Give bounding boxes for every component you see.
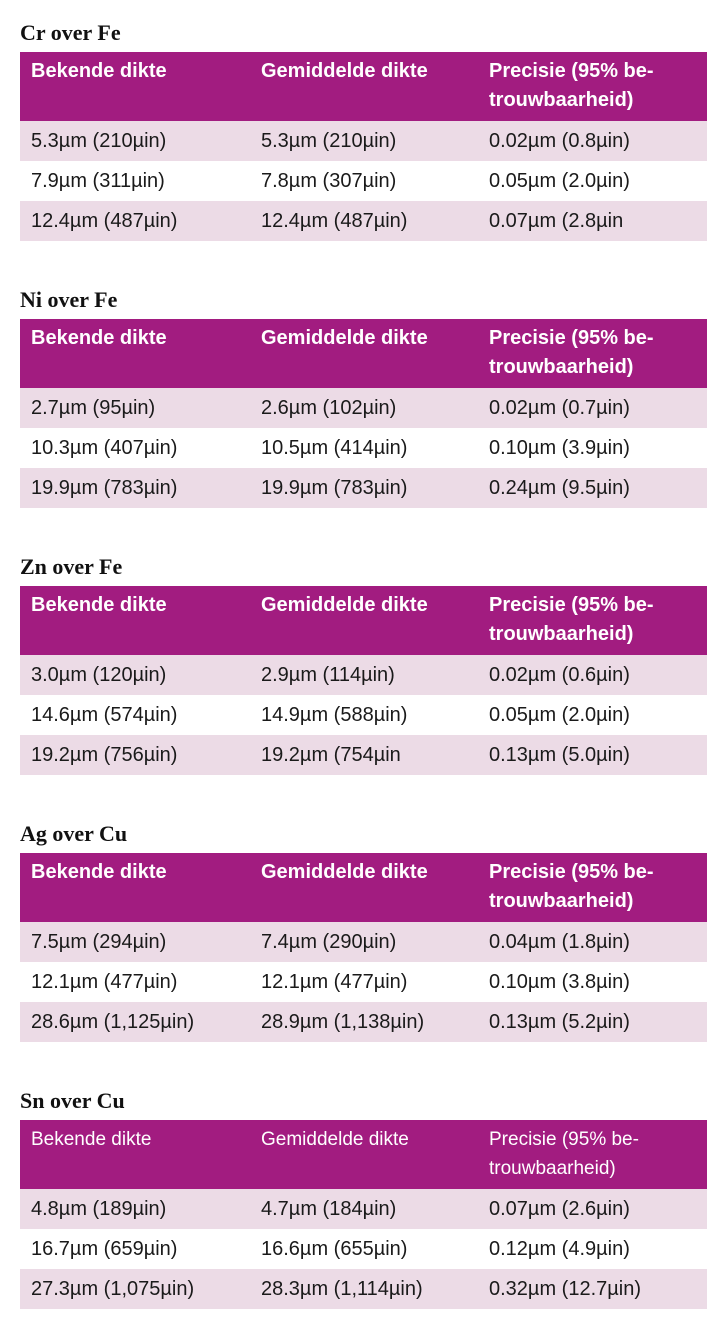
section-title: Cr over Fe [20, 20, 121, 45]
header-precision: Precisie (95% be-trouwbaarheid) [478, 586, 707, 655]
cell-precision: 0.02µm (0.6µin) [478, 655, 707, 695]
section-cr-over-fe [20, 20, 707, 241]
cell-known: 28.6µm (1,125µin) [20, 1002, 250, 1042]
section-sn-over-cu [20, 1088, 707, 1309]
thickness-table [20, 319, 707, 508]
cell-known: 19.9µm (783µin) [20, 468, 250, 508]
cell-known: 10.3µm (407µin) [20, 428, 250, 468]
thickness-table [20, 52, 707, 241]
cell-known: 7.5µm (294µin) [20, 922, 250, 962]
cell-average: 28.9µm (1,138µin) [250, 1002, 478, 1042]
thickness-table [20, 1120, 707, 1309]
table-row [20, 922, 707, 962]
section-title: Ag over Cu [20, 821, 128, 846]
section-ni-over-fe [20, 287, 707, 508]
cell-precision: 0.13µm (5.0µin) [478, 735, 707, 775]
header-known-thickness: Bekende dikte [20, 52, 250, 121]
section-title: Zn over Fe [20, 554, 123, 579]
header-average-thickness: Gemiddelde dikte [250, 853, 478, 922]
header-average-thickness: Gemiddelde dikte [250, 1120, 478, 1189]
table-row [20, 121, 707, 161]
table-header-row [20, 319, 707, 388]
header-average-thickness: Gemiddelde dikte [250, 319, 478, 388]
cell-precision: 0.05µm (2.0µin) [478, 161, 707, 201]
table-header-row [20, 1120, 707, 1189]
cell-average: 10.5µm (414µin) [250, 428, 478, 468]
cell-average: 7.4µm (290µin) [250, 922, 478, 962]
header-average-thickness: Gemiddelde dikte [250, 586, 478, 655]
table-header-row [20, 853, 707, 922]
header-precision: Precisie (95% be-trouwbaarheid) [478, 853, 707, 922]
table-header-row [20, 52, 707, 121]
table-row [20, 655, 707, 695]
table-row [20, 735, 707, 775]
cell-average: 4.7µm (184µin) [250, 1189, 478, 1229]
table-row [20, 1229, 707, 1269]
header-known-thickness: Bekende dikte [20, 586, 250, 655]
header-precision: Precisie (95% be-trouwbaarheid) [478, 319, 707, 388]
section-title: Sn over Cu [20, 1088, 125, 1113]
thickness-table [20, 586, 707, 775]
table-row [20, 962, 707, 1002]
cell-known: 7.9µm (311µin) [20, 161, 250, 201]
cell-precision: 0.07µm (2.8µin [478, 201, 707, 241]
cell-average: 19.9µm (783µin) [250, 468, 478, 508]
cell-precision: 0.02µm (0.8µin) [478, 121, 707, 161]
cell-known: 4.8µm (189µin) [20, 1189, 250, 1229]
table-row [20, 201, 707, 241]
cell-average: 14.9µm (588µin) [250, 695, 478, 735]
header-known-thickness: Bekende dikte [20, 319, 250, 388]
cell-precision: 0.32µm (12.7µin) [478, 1269, 707, 1309]
cell-known: 12.4µm (487µin) [20, 201, 250, 241]
cell-average: 12.1µm (477µin) [250, 962, 478, 1002]
cell-precision: 0.24µm (9.5µin) [478, 468, 707, 508]
cell-known: 5.3µm (210µin) [20, 121, 250, 161]
header-precision: Precisie (95% be-trouwbaarheid) [478, 1120, 707, 1189]
table-row [20, 428, 707, 468]
cell-average: 2.6µm (102µin) [250, 388, 478, 428]
header-known-thickness: Bekende dikte [20, 1120, 250, 1189]
cell-average: 16.6µm (655µin) [250, 1229, 478, 1269]
table-row [20, 1189, 707, 1229]
cell-known: 3.0µm (120µin) [20, 655, 250, 695]
cell-precision: 0.12µm (4.9µin) [478, 1229, 707, 1269]
header-precision: Precisie (95% be-trouwbaarheid) [478, 52, 707, 121]
thickness-table [20, 853, 707, 1042]
section-ag-over-cu [20, 821, 707, 1042]
cell-average: 28.3µm (1,114µin) [250, 1269, 478, 1309]
table-row [20, 388, 707, 428]
section-title: Ni over Fe [20, 287, 118, 312]
header-average-thickness: Gemiddelde dikte [250, 52, 478, 121]
cell-precision: 0.05µm (2.0µin) [478, 695, 707, 735]
table-row [20, 161, 707, 201]
section-zn-over-fe [20, 554, 707, 775]
table-row [20, 1002, 707, 1042]
header-known-thickness: Bekende dikte [20, 853, 250, 922]
cell-precision: 0.04µm (1.8µin) [478, 922, 707, 962]
cell-known: 16.7µm (659µin) [20, 1229, 250, 1269]
cell-known: 12.1µm (477µin) [20, 962, 250, 1002]
cell-known: 27.3µm (1,075µin) [20, 1269, 250, 1309]
cell-precision: 0.10µm (3.8µin) [478, 962, 707, 1002]
cell-precision: 0.10µm (3.9µin) [478, 428, 707, 468]
cell-average: 12.4µm (487µin) [250, 201, 478, 241]
cell-precision: 0.07µm (2.6µin) [478, 1189, 707, 1229]
table-header-row [20, 586, 707, 655]
cell-average: 5.3µm (210µin) [250, 121, 478, 161]
cell-known: 14.6µm (574µin) [20, 695, 250, 735]
cell-average: 7.8µm (307µin) [250, 161, 478, 201]
cell-known: 19.2µm (756µin) [20, 735, 250, 775]
table-row [20, 468, 707, 508]
table-row [20, 1269, 707, 1309]
table-row [20, 695, 707, 735]
cell-precision: 0.13µm (5.2µin) [478, 1002, 707, 1042]
cell-average: 19.2µm (754µin [250, 735, 478, 775]
cell-known: 2.7µm (95µin) [20, 388, 250, 428]
cell-average: 2.9µm (114µin) [250, 655, 478, 695]
cell-precision: 0.02µm (0.7µin) [478, 388, 707, 428]
